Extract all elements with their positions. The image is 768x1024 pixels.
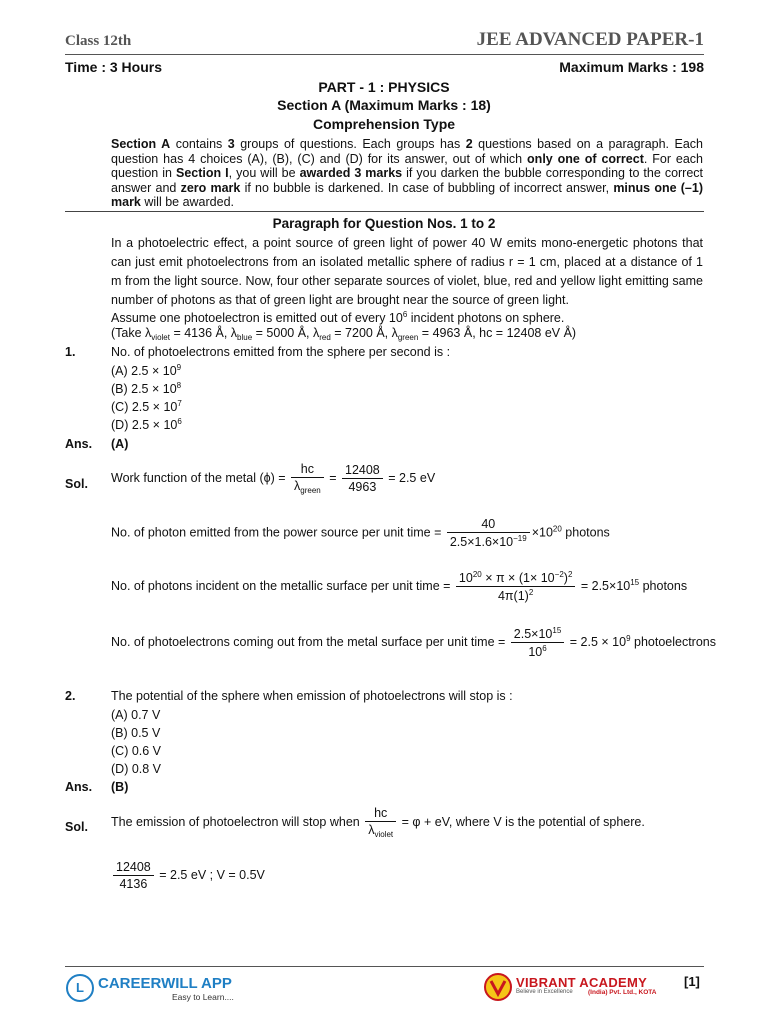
section-divider — [65, 211, 704, 212]
question-2-text: The potential of the sphere when emission of photoelectrons will stop is : — [111, 689, 513, 703]
paragraph-heading: Paragraph for Question Nos. 1 to 2 — [272, 216, 496, 231]
question-1-solution-step-1: Work function of the metal (ϕ) = $\frac{hc}{\lambda_{green}}$ = $\frac{12408}{4963}$ = 2.5 eV — [111, 462, 436, 495]
section-title: Section A (Maximum Marks : 18) — [277, 97, 491, 113]
vibrant-academy-name: VIBRANT ACADEMY — [516, 975, 648, 990]
comprehension-type: Comprehension Type — [312, 116, 456, 132]
vibrant-academy-sub: (India) Pvt. Ltd., KOTA — [588, 989, 657, 996]
question-1-ans-label: Ans. — [65, 437, 93, 451]
question-2-number: 2. — [65, 689, 76, 703]
question-2-sol-label: Sol. — [65, 820, 88, 834]
question-1-number: 1. — [65, 345, 76, 359]
question-2-option-b: (B) 0.5 V — [111, 726, 161, 740]
part-title: PART - 1 : PHYSICS — [318, 79, 450, 95]
question-2-answer: (B) — [111, 780, 129, 794]
max-marks-label: Maximum Marks : 198 — [559, 59, 704, 75]
paper-title: JEE ADVANCED PAPER-1 — [476, 29, 704, 50]
question-1-option-d: (D) $2.5 \times 10^6$ — [111, 417, 182, 432]
paragraph-constants: (Take $\lambda_{violet} = 4136$ Å, $\lambda_{blue} = 5000$ Å, $\lambda_{red} = 7200$ Å, $\lambda_{green} = 4963$ Å, hc = 12408 eV Å) — [111, 326, 577, 342]
question-1-option-b: (B) $2.5 \times 10^8$ — [111, 381, 182, 396]
page-number: [1] — [684, 974, 700, 989]
question-1-text: No. of photoelectrons emitted from the sphere per second is : — [111, 345, 451, 359]
question-1-sol-label: Sol. — [65, 477, 88, 491]
careerwill-app-name: CAREERWILL APP — [98, 975, 232, 992]
question-1-solution-step-2: No. of photon emitted from the power source per unit time = $\frac{40}{2.5\times 1.6\times 10^{-19}}$ $\times 10^{20}$ photons — [111, 517, 610, 549]
careerwill-tagline: Easy to Learn.... — [172, 992, 234, 1002]
paragraph-text: In a photoelectric effect, a point source of green light of power 40 W emits mono-energetic photons that can just emit photoelectrons from an isolated metallic sphere of radius r = 1 cm, placed at a distance of 1 m from the light source. Now, four other separate sources of violet, blue, red and yellow light emitting same number of photons as that of green light are brought near the source of green light. — [111, 236, 703, 307]
careerwill-logo-icon: L — [66, 974, 94, 1002]
question-2-option-d: (D) 0.8 V — [111, 762, 162, 776]
question-1-solution-step-4: No. of photoelectrons coming out from the metal surface per unit time = $\frac{2.5\times 10^{15}}{10^6}$ = $2.5 \times 10^9$ photoelectrons — [111, 626, 716, 659]
time-label: Time : 3 Hours — [65, 59, 162, 75]
question-2-solution-step-1: The emission of photoelectron will stop when $\frac{hc}{\lambda_{violet}}$ = φ + eV, where V is the potential of sphere. — [111, 806, 645, 839]
question-2-option-a: (A) 0.7 V — [111, 708, 161, 722]
class-label: Class 12th — [65, 33, 132, 49]
section-instructions: Section A contains 3 groups of questions. Each groups has 2 questions based on a paragraph. Each question has 4 choices (A), (B), (C) and (D) for its answer, out of which only one of correct. For each question in Section I, you will be awarded 3 marks if you darken the bubble corresponding to the correct answer and zero mark if no bubble is darkened. In case of bubbling of incorrect answer, minus one (–1) mark will be awarded. — [111, 137, 704, 210]
question-1-option-c: (C) $2.5 \times 10^7$ — [111, 399, 182, 414]
header-divider — [65, 54, 704, 55]
paragraph-assumption: Assume one photoelectron is emitted out of every $10^6$ incident photons on sphere. — [111, 310, 565, 325]
footer-divider — [65, 966, 704, 967]
question-1-solution-step-3: No. of photons incident on the metallic surface per unit time = $\frac{10^{20} \times \pi \times (1\times 10^{-2})^2}{4\pi(1)^2}$ = $2.5\times 10^{15}$ photons — [111, 570, 688, 603]
question-2-option-c: (C) 0.6 V — [111, 744, 162, 758]
vibrant-academy-logo-icon — [483, 972, 513, 1002]
vibrant-academy-tag: Believe in Excellence — [516, 989, 573, 995]
question-2-ans-label: Ans. — [65, 780, 93, 794]
question-1-option-a: (A) $2.5 \times 10^9$ — [111, 363, 182, 378]
question-1-answer: (A) — [111, 437, 129, 451]
question-2-solution-step-2: $\frac{12408}{4136}$ = 2.5 eV ; V = 0.5V — [111, 860, 265, 891]
